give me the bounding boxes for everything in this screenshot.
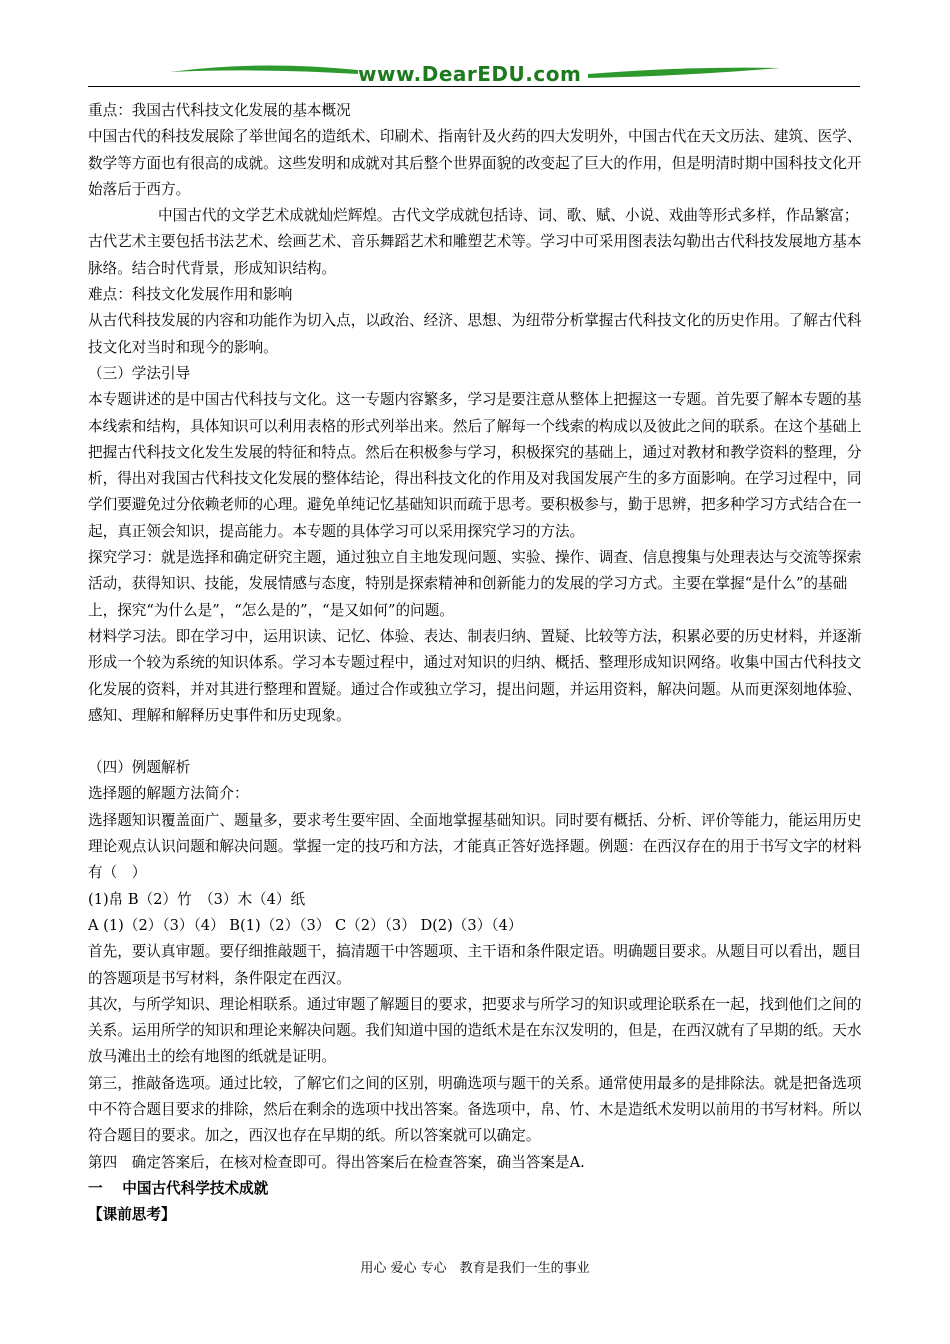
paragraph: 中国古代的文学艺术成就灿烂辉煌。古代文学成就包括诗、词、歌、赋、小说、戏曲等形式多样，作品繁富；古代艺术主要包括书法艺术、绘画艺术、音乐舞蹈艺术和雕塑艺术等。学习中可采用图表法勾勒出古代科技发展地方基本脉络。结合时代背景，形成知识结构。 bbox=[88, 207, 862, 277]
paragraph: 本专题讲述的是中国古代科技与文化。这一专题内容繁多，学习是要注意从整体上把握这一专题。首先要了解本专题的基本线索和结构，具体知识可以利用表格的形式列举出来。然后了解每一个线索的构成以及彼此之间的联系。在这个基础上把握古代科技文化发生发展的特征和特点。然后在积极参与学习，积极探究的基础上，通过对教材和教学资料的整理，分析，得出对我国古代科技文化发展的整体结论，得出科技文化的作用及对我国发展产生的多方面影响。在学习过程中，同学们要避免过分依赖老师的心理。避免单纯记忆基础知识而疏于思考。要积极参与，勤于思辨，把多种学习方式结合在一起，真正领会知识，提高能力。本专题的具体学习可以采用探究学习的方法。 bbox=[88, 391, 862, 540]
document-body bbox=[88, 98, 868, 1228]
paragraph: 其次，与所学知识、理论相联系。通过审题了解题目的要求，把要求与所学习的知识或理论联系在一起，找到他们之间的关系。运用所学的知识和理论来解决问题。我们知道中国的造纸术是在东汉发明的，但是，在西汉就有了早期的纸。天水放马滩出土的绘有地图的纸就是证明。 bbox=[88, 995, 862, 1066]
paragraph: 材料学习法。即在学习中，运用识读、记忆、体验、表达、制表归纳、置疑、比较等方法，积累必要的历史材料，并逐渐形成一个较为系统的知识体系。学习本专题过程中，通过对知识的归纳、概括、整理形成知识网络。收集中国古代科技文化发展的资料，并对其进行整理和置疑。通过合作或独立学习，提出问题，并运用资料，解决问题。从而更深刻地体验、感知、理解和解释历史事件和历史现象。 bbox=[88, 627, 862, 724]
paragraph: 探究学习：就是选择和确定研究主题，通过独立自主地发现问题、实验、操作、调查、信息搜集与处理表达与交流等探索活动，获得知识、技能，发展情感与态度，特别是探索精神和创新能力的发展的学习方式。主要在掌握“是什么”的基础上，探究“为什么是”，“怎么是的”，“是又如何”的问题。 bbox=[88, 549, 862, 619]
paragraph: 首先，要认真审题。要仔细推敲题干，搞清题干中答题项、主干语和条件限定语。明确题目要求。从题目可以看出，题目的答题项是书写材料，条件限定在西汉。 bbox=[88, 943, 862, 987]
chapter-heading: 一 中国古代科学技术成就 bbox=[88, 1179, 269, 1197]
paragraph: 选择题的解题方法简介： bbox=[88, 785, 249, 803]
spacer bbox=[88, 729, 868, 755]
paragraph: 选择题知识覆盖面广、题量多，要求考生要牢固、全面地掌握基础知识。同时要有概括、分析、评价等能力，能运用历史理论观点认识问题和解决问题。掌握一定的技巧和方法，才能真正答好选择题。例题：在西汉存在的用于书写文字的材料有（ ） bbox=[88, 811, 862, 882]
subsection-heading: 【课前思考】 bbox=[88, 1206, 176, 1224]
paragraph: 中国古代的科技发展除了举世闻名的造纸术、印刷术、指南针及火药的四大发明外，中国古代在天文历法、建筑、医学、数学等方面也有很高的成就。这些发明和成就对其后整个世界面貌的改变起了巨大的作用，但是明清时期中国科技文化开始落后于西方。 bbox=[88, 128, 862, 198]
logo-text: www.DearEDU.com bbox=[358, 62, 582, 86]
difficulty-heading: 难点：科技文化发展作用和影响 bbox=[88, 286, 293, 304]
key-point-heading: 重点：我国古代科技文化发展的基本概况 bbox=[88, 102, 351, 119]
page-footer: 用心 爱心 专心 教育是我们一生的事业 bbox=[360, 1261, 590, 1276]
answer-choices: A (1)（2）（3）（4） B(1)（2）（3） C（2）（3） D(2)（3）（4） bbox=[88, 916, 523, 934]
paragraph: 从古代科技发展的内容和功能作为切入点，以政治、经济、思想、为纽带分析掌握古代科技文化的历史作用。了解古代科技文化对当时和现今的影响。 bbox=[88, 312, 862, 356]
paragraph: 第四 确定答案后，在核对检查即可。得出答案后在检查答案，确当答案是A. bbox=[88, 1153, 585, 1171]
section-heading: （四）例题解析 bbox=[88, 759, 191, 777]
header-divider bbox=[88, 86, 860, 87]
question-options: (1)帛 B（2）竹 （3）木（4）纸 bbox=[88, 890, 306, 908]
paragraph: 第三，推敲备选项。通过比较，了解它们之间的区别，明确选项与题干的关系。通常使用最多的是排除法。就是把备选项中不符合题目要求的排除，然后在剩余的选项中找出答案。备选项中，帛、竹、木是造纸术发明以前用的书写材料。所以符合题目的要求。加之，西汉也存在早期的纸。所以答案就可以确定。 bbox=[88, 1074, 862, 1145]
section-heading: （三）学法引导 bbox=[88, 364, 191, 382]
